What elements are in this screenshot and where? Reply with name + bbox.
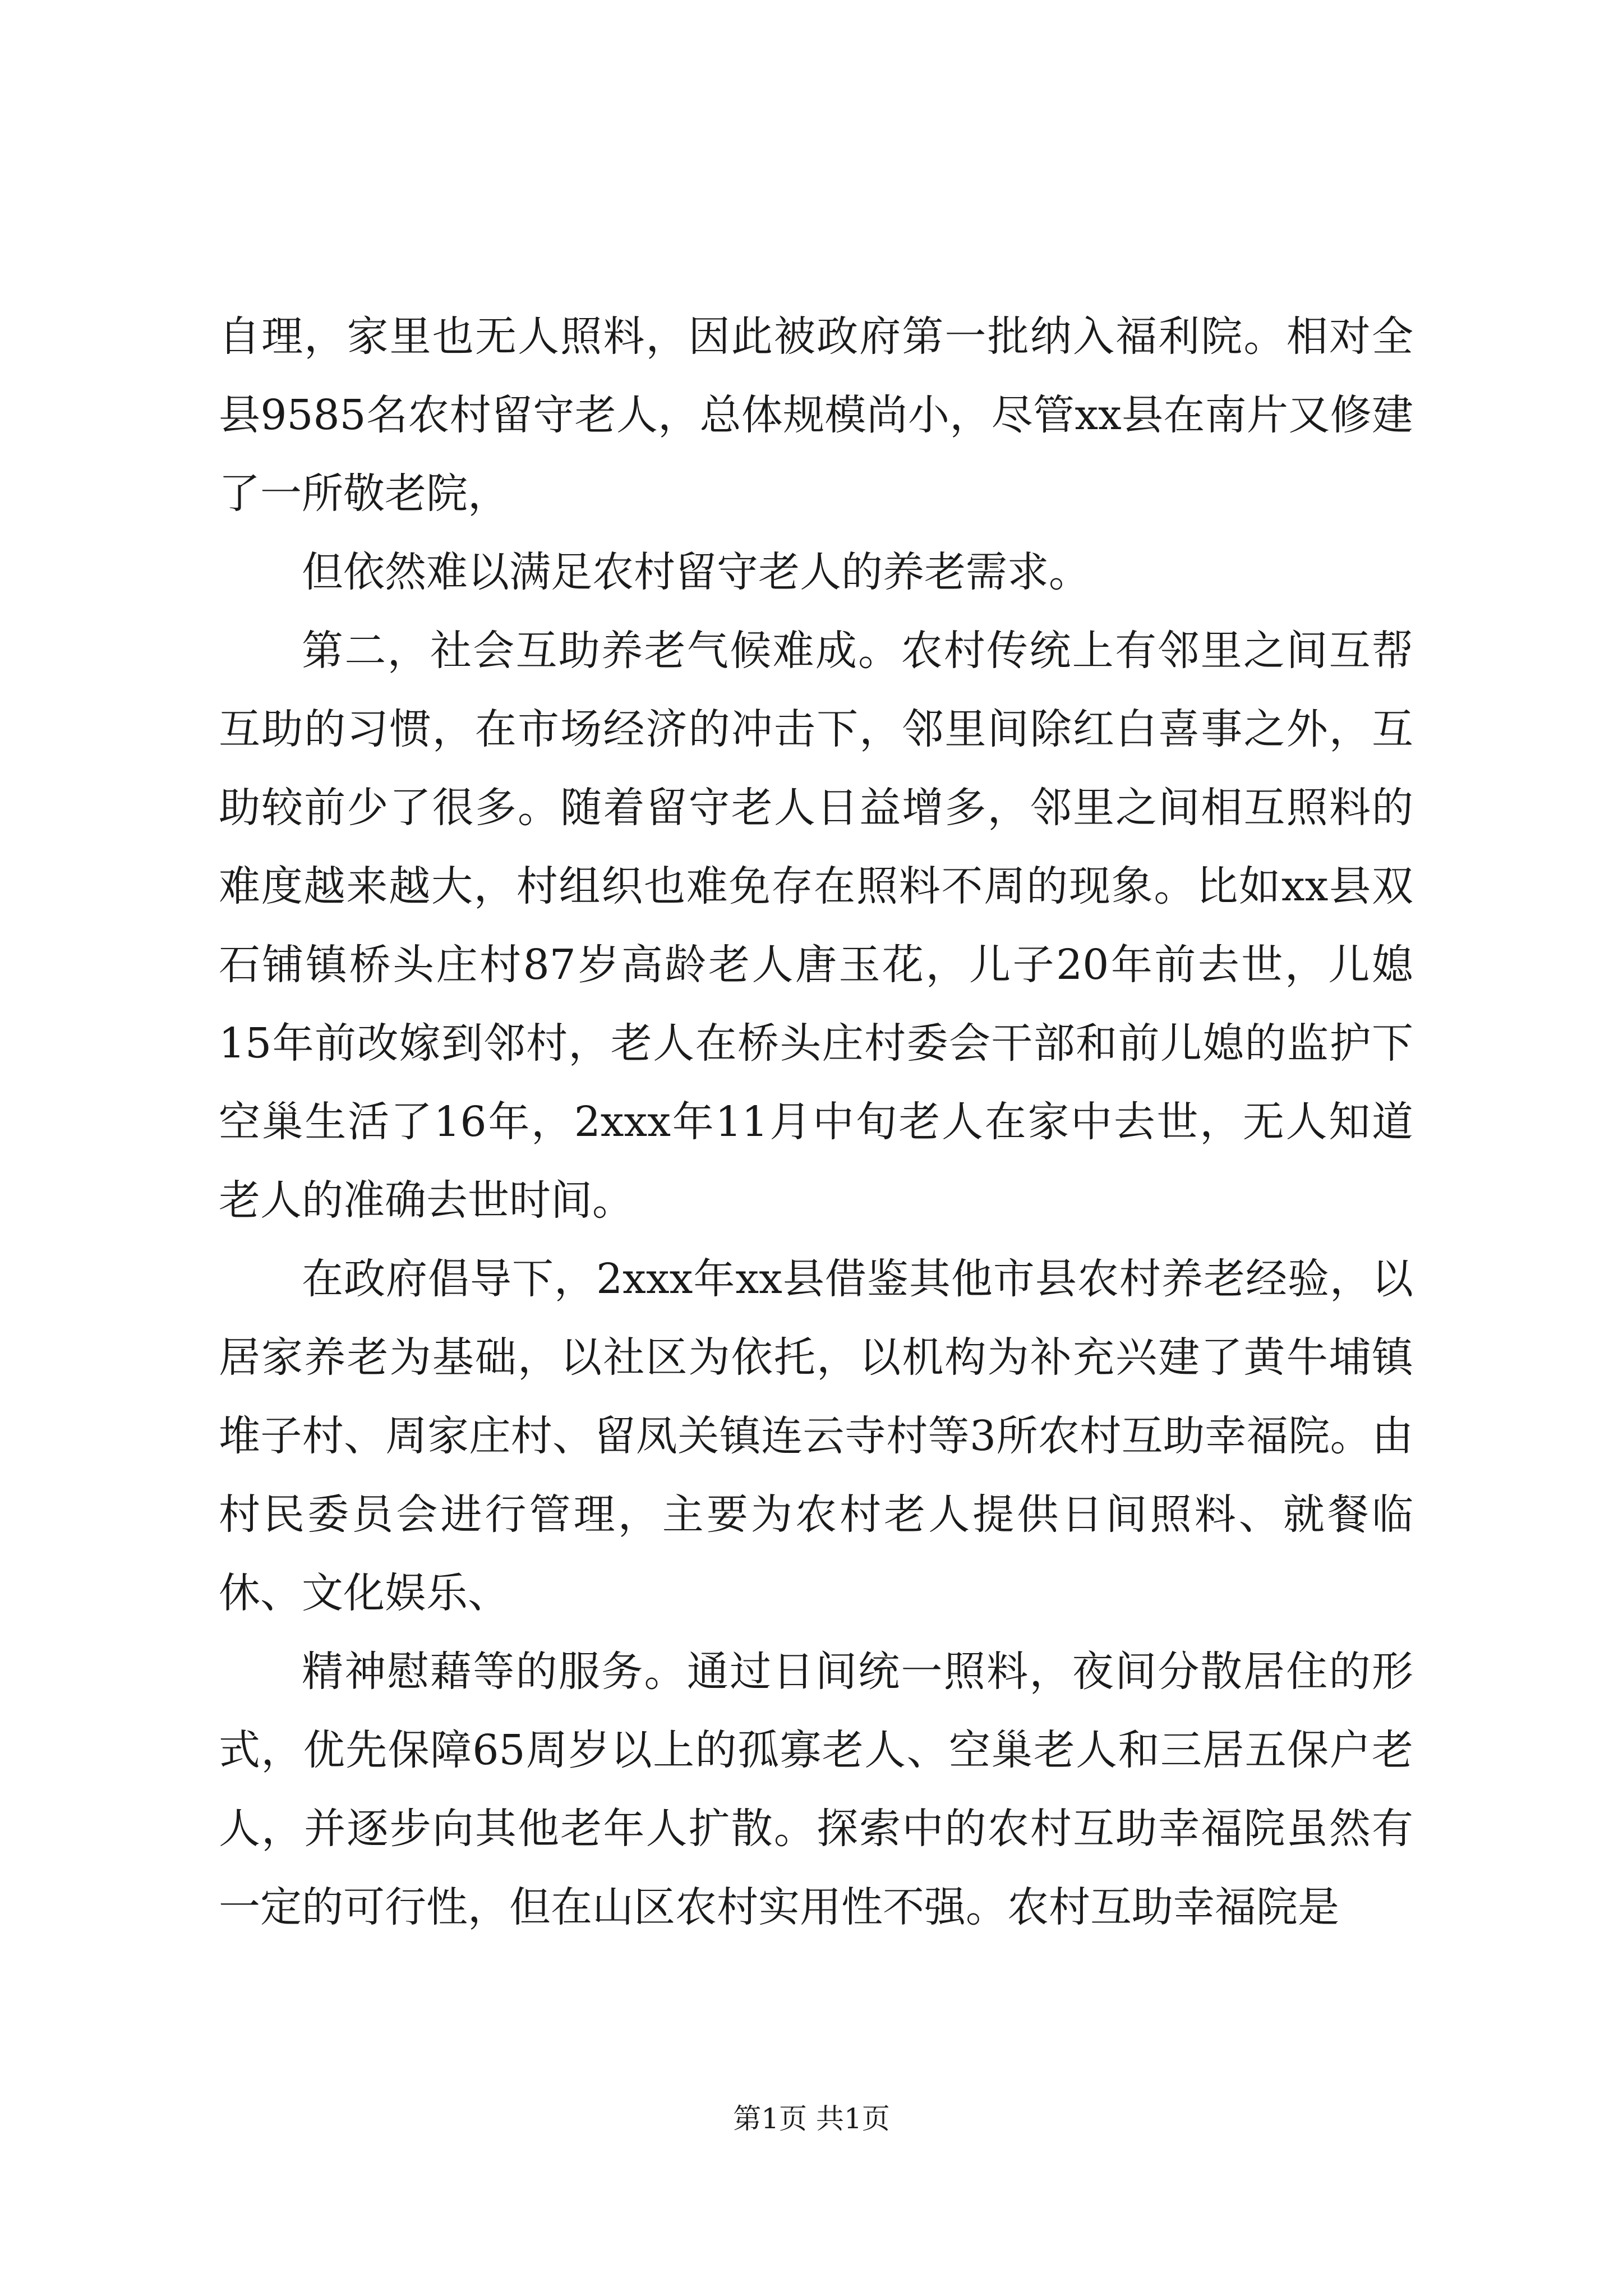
document-body xyxy=(219,297,1413,1947)
paragraph: 第二，社会互助养老气候难成。农村传统上有邻里之间互帮互助的习惯，在市场经济的冲击下，邻里间除红白喜事之外，互助较前少了很多。随着留守老人日益增多，邻里之间相互照料的难度越来越大，村组织也难免存在照料不周的现象。比如xx县双石铺镇桥头庄村87岁高龄老人唐玉花，儿子20年前去世，儿媳15年前改嫁到邻村，老人在桥头庄村委会干部和前儿媳的监护下空巢生活了16年，2xxx年11月中旬老人在家中去世，无人知道老人的准确去世时间。 xyxy=(219,627,1413,1225)
page-footer: 第1页 共1页 xyxy=(733,2102,890,2135)
paragraph: 在政府倡导下，2xxx年xx县借鉴其他市县农村养老经验，以居家养老为基础，以社区为依托，以机构为补充兴建了黄牛埔镇堆子村、周家庄村、留凤关镇连云寺村等3所农村互助幸福院。由村民委员会进行管理，主要为农村老人提供日间照料、就餐临休、文化娱乐、 xyxy=(219,1255,1413,1617)
paragraph-continuation: 自理，家里也无人照料，因此被政府第一批纳入福利院。相对全县9585名农村留守老人，总体规模尚小，尽管xx县在南片又修建了一所敬老院， xyxy=(219,312,1413,518)
paragraph: 但依然难以满足农村留守老人的养老需求。 xyxy=(302,548,1090,596)
paragraph: 精神慰藉等的服务。通过日间统一照料，夜间分散居住的形式，优先保障65周岁以上的孤寡老人、空巢老人和三居五保户老人，并逐步向其他老年人扩散。探索中的农村互助幸福院虽然有一定的可行性，但在山区农村实用性不强。农村互助幸福院是 xyxy=(219,1648,1413,1931)
